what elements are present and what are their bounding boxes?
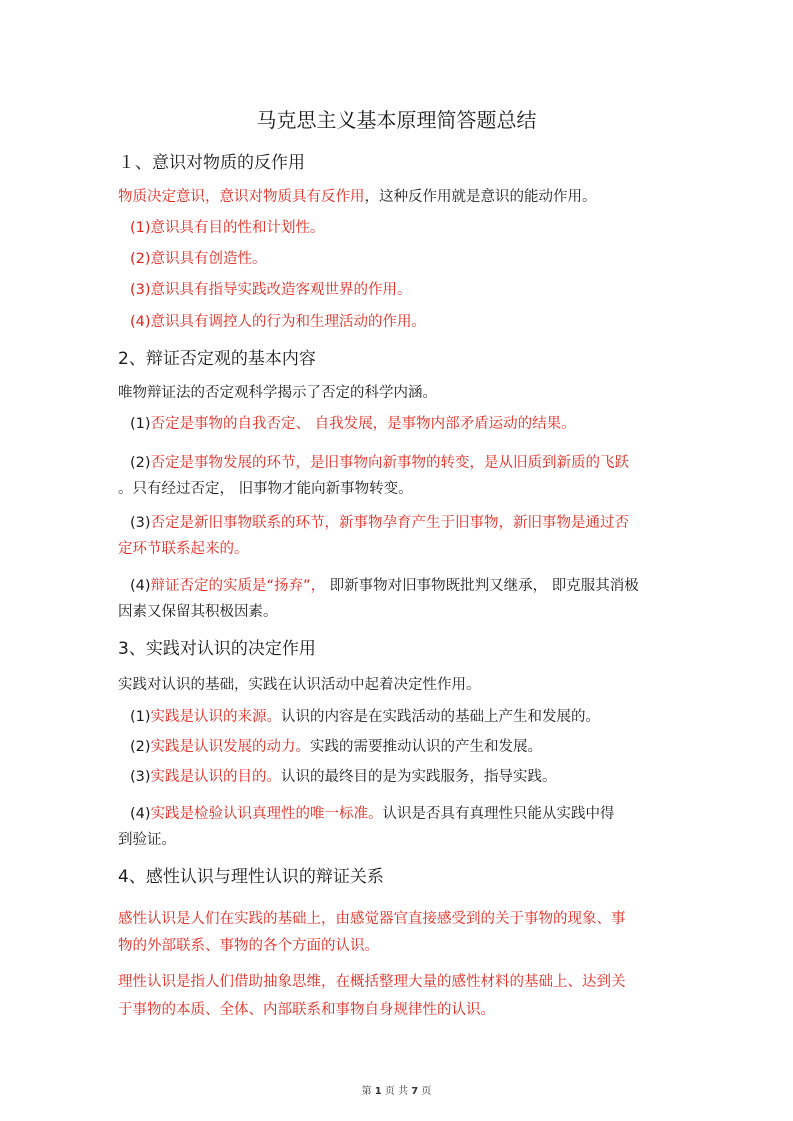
page-number: 1 [374,1086,382,1097]
section-2-item-3 [130,510,629,536]
item-highlight: 否定是事物的自我否定、 自我发展，是事物内部矛盾运动的结果。 [150,416,576,432]
item-highlight: 否定是事物发展的环节，是旧事物向新事物的转变，是从旧质到新质的飞跃 [150,455,630,471]
item-highlight: 实践是认识的来源。 [150,709,282,725]
section-4-para-2-line-1: 理性认识是指人们借助抽象思维，在概括整理大量的感性材料的基础上、达到关 [118,974,626,990]
item-highlight: 实践是认识的目的。 [150,769,282,785]
section-3-item-1 [130,704,600,730]
section-2-item-2-cont: 。只有经过否定， 旧事物才能向新事物转变。 [118,481,413,497]
item-number: (2) [130,739,151,755]
section-2-item-2 [130,450,629,476]
section-3-item-4 [130,801,615,827]
total-pages: 7 [411,1086,419,1097]
item-highlight: 辩证否定的实质是“扬弃”， [150,578,326,594]
item-text: 即新事物对旧事物既批判又继承， 即克服其消极 [325,578,639,594]
item-text: 认识的最终目的是为实践服务，指导实践。 [281,769,557,785]
item-highlight: 实践是认识发展的动力。 [150,739,311,755]
page-footer [0,1082,793,1097]
section-3-item-2 [130,734,542,760]
section-1-item-2: (2)意识具有创造性。 [130,251,267,267]
section-4-para-2-line-2: 于事物的本质、全体、内部联系和事物自身规律性的认识。 [118,1002,495,1018]
intro-highlight: 物质决定意识，意识对物质具有反作用 [118,189,365,205]
section-1-heading: １、意识对物质的反作用 [118,153,305,173]
page-title: 马克思主义基本原理简答题总结 [256,108,537,132]
footer-suffix: 页 [418,1086,432,1097]
section-2-item-4 [130,573,639,599]
item-text: 实践的需要推动认识的产生和发展。 [310,739,543,755]
item-number: (4) [130,806,151,822]
section-1-intro [118,184,597,210]
section-4-para-1-line-1: 感性认识是人们在实践的基础上，由感觉器官直接感受到的关于事物的现象、事 [118,911,626,927]
section-2-item-1 [130,411,576,437]
item-number: (3) [130,769,151,785]
section-3-intro: 实践对认识的基础，实践在认识活动中起着决定性作用。 [118,677,481,693]
footer-mid: 页 共 [381,1086,412,1097]
section-2-intro: 唯物辩证法的否定观科学揭示了否定的科学内涵。 [118,385,437,401]
section-1-item-1: (1)意识具有目的性和计划性。 [130,220,325,236]
section-3-item-4-cont: 到验证。 [118,832,176,848]
item-text: 认识是否具有真理性只能从实践中得 [382,806,615,822]
intro-text: ，这种反作用就是意识的能动作用。 [364,189,597,205]
section-4-para-1-line-2: 物的外部联系、事物的各个方面的认识。 [118,938,379,954]
item-highlight: 否定是新旧事物联系的环节，新事物孕育产生于旧事物，新旧事物是通过否 [150,515,630,531]
footer-prefix: 第 [361,1086,375,1097]
item-number: (1) [130,416,151,432]
item-number: (4) [130,578,151,594]
item-text: 认识的内容是在实践活动的基础上产生和发展的。 [281,709,601,725]
item-number: (3) [130,515,151,531]
section-4-heading: 4、感性认识与理性认识的辩证关系 [118,867,384,887]
item-number: (1) [130,709,151,725]
section-2-item-4-cont: 因素又保留其积极因素。 [118,604,278,620]
section-3-item-3 [130,764,557,790]
section-3-heading: 3、实践对认识的决定作用 [118,639,316,659]
item-highlight: 实践是检验认识真理性的唯一标准。 [150,806,383,822]
item-number: (2) [130,455,151,471]
section-2-heading: 2、辩证否定观的基本内容 [118,349,316,369]
section-2-item-3-cont: 定环节联系起来的。 [118,541,249,557]
section-1-item-3: (3)意识具有指导实践改造客观世界的作用。 [130,282,412,298]
section-1-item-4: (4)意识具有调控人的行为和生理活动的作用。 [130,314,427,330]
